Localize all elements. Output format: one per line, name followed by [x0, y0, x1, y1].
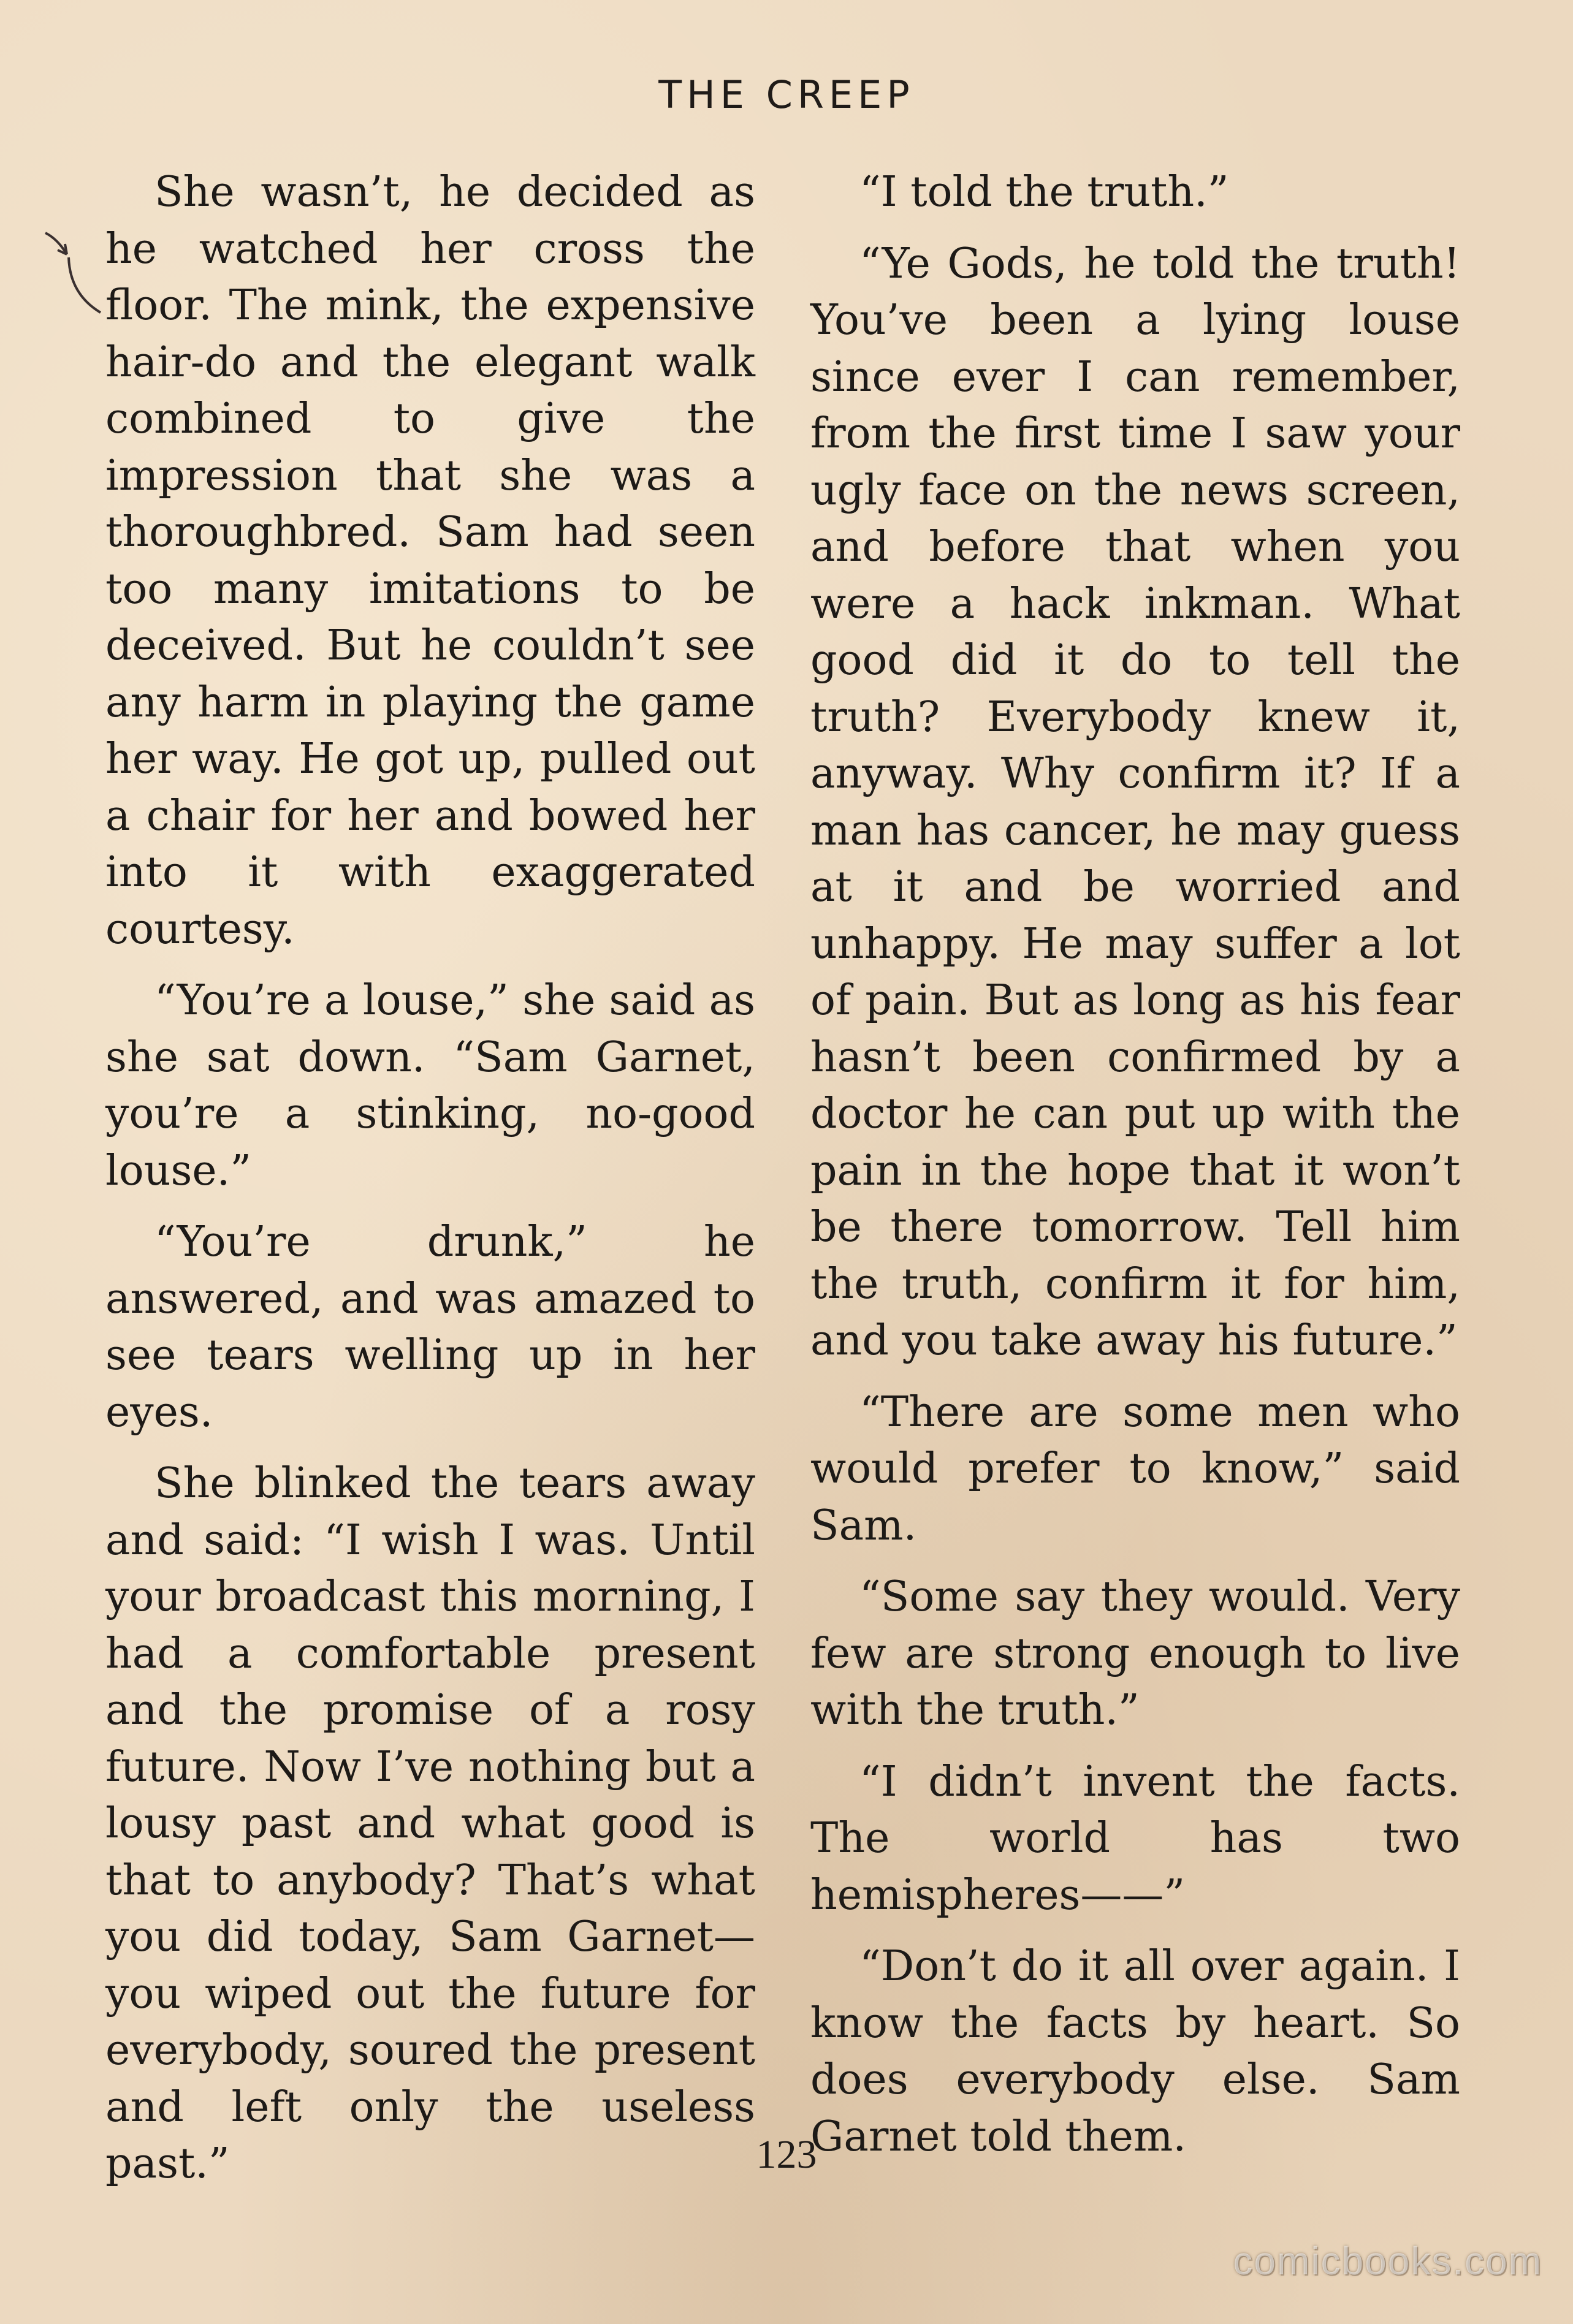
paragraph: She wasn’t, he decided as he watched her cross the floor. The mink, the expensive hair-do and the elegant walk combined to give the impression that she was a thoroughbred. Sam had seen too many imitations to be deceived. But he couldn’t see any harm in playing the game her way. He got up, pulled out a chair for her and bowed her into it with exaggerated courtesy.: [105, 168, 755, 954]
paragraph: “You’re drunk,” he answered, and was amazed to see tears welling up in her eyes.: [105, 1218, 755, 1437]
paragraph: “You’re a louse,” she said as she sat down. “Sam Garnet, you’re a stinking, no-good louse.”: [105, 976, 755, 1195]
paragraph: “There are some men who would prefer to know,” said Sam.: [810, 1388, 1460, 1550]
paragraph: “I didn’t invent the facts. The world has two hemispheres——”: [810, 1757, 1460, 1920]
paragraph: She blinked the tears away and said: “I wish I was. Until your broadcast this morning, I had a comfortable present and the promise of a rosy future. Now I’ve nothing but a lousy past and what good is that to anybody? That’s what you did today, Sam Garnet—you wiped out the future for everybody, soured the present and left only the useless past.”: [105, 1459, 755, 2188]
pen-arrow-icon: [39, 221, 107, 331]
paragraph: “Don’t do it all over again. I know the facts by heart. So does everybody else. Sam Garnet told them.: [810, 1942, 1460, 2161]
paragraph: “Ye Gods, he told the truth! You’ve been a lying louse since ever I can remember, from the first time I saw your ugly face on the news screen, and before that when you were a hack inkman. What good did it do to tell the truth? Everybody knew it, anyway. Why confirm it? If a man has cancer, he may guess at it and be worried and unhappy. He may suffer a lot of pain. But as long as his fear hasn’t been confirmed by a doctor he can put up with the pain in the hope that it won’t be there tomorrow. Tell him the truth, confirm it for him, and you take away his future.”: [810, 239, 1460, 1365]
paragraph: “I told the truth.”: [859, 168, 1229, 216]
watermark: comicbooks.com: [1233, 2239, 1542, 2283]
left-column: [105, 164, 755, 2208]
paragraph: “Some say they would. Very few are strong enough to live with the truth.”: [810, 1573, 1460, 1734]
page-number: 123: [756, 2132, 817, 2177]
right-column: [810, 164, 1460, 2180]
running-title: THE CREEP: [658, 72, 915, 117]
